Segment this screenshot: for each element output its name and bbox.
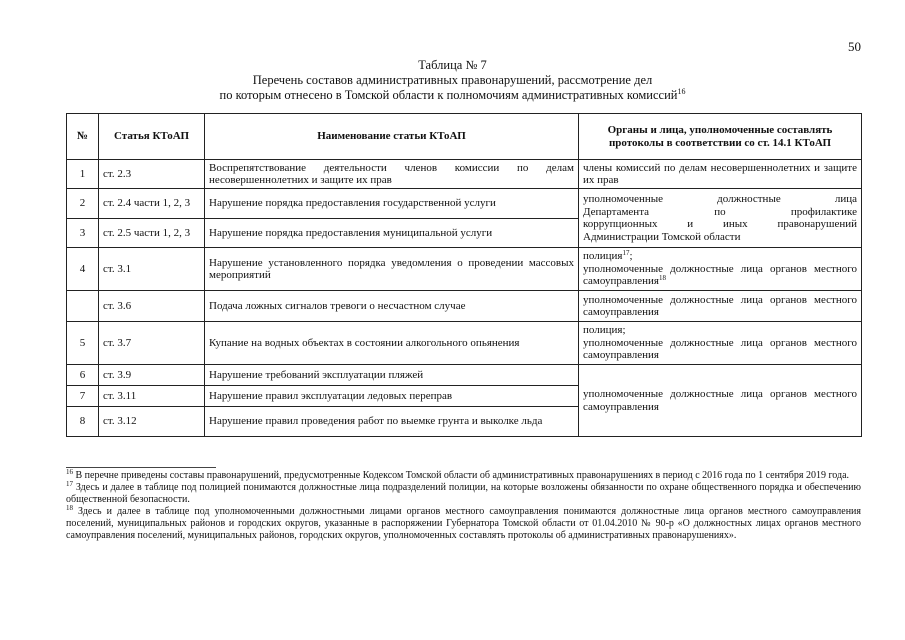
row-name: Нарушение требований эксплуатации пляжей bbox=[205, 365, 579, 386]
table-row bbox=[67, 291, 862, 322]
row-num: 8 bbox=[67, 407, 99, 437]
row-name: Нарушение порядка предоставления государственной услуги bbox=[205, 189, 579, 219]
row-name: Воспрепятствование деятельности членов комиссии по делам несовершеннолетних и защите их прав bbox=[205, 160, 579, 189]
row-name: Нарушение правил эксплуатации ледовых переправ bbox=[205, 386, 579, 407]
table-row bbox=[67, 189, 862, 219]
row-num: 3 bbox=[67, 219, 99, 248]
footnote-ref-17[interactable]: 17 bbox=[622, 249, 630, 258]
row-name: Подача ложных сигналов тревоги о несчастном случае bbox=[205, 291, 579, 322]
header-num: № bbox=[67, 114, 99, 160]
row-article: ст. 3.6 bbox=[99, 291, 205, 322]
row-article: ст. 2.3 bbox=[99, 160, 205, 189]
row-name: Нарушение правил проведения работ по выемке грунта и выколке льда bbox=[205, 407, 579, 437]
row-article: ст. 3.9 bbox=[99, 365, 205, 386]
table-header-row bbox=[67, 114, 862, 160]
row-bodies: полиция$^{17}$; уполномоченные должностные лица органов местного самоуправления$^{18}$ bbox=[579, 248, 862, 291]
table-row bbox=[67, 322, 862, 365]
footnote-ref-16[interactable]: 16 bbox=[677, 87, 686, 96]
bodies-line: Администрации Томской области bbox=[583, 230, 741, 243]
footnote-ref-18[interactable]: 18 bbox=[658, 274, 666, 283]
caption-line-2: Перечень составов административных правонарушений, рассмотрение дел bbox=[252, 73, 653, 87]
row-article: ст. 3.7 bbox=[99, 322, 205, 365]
table-row bbox=[67, 365, 862, 386]
row-num: 7 bbox=[67, 386, 99, 407]
table-row bbox=[67, 160, 862, 189]
header-name: Наименование статьи КТоАП bbox=[205, 114, 579, 160]
row-name: Нарушение установленного порядка уведомления о проведении массовых мероприятий bbox=[205, 248, 579, 291]
footnote-separator bbox=[66, 467, 216, 468]
row-bodies: уполномоченные должностные лица органов местного самоуправления bbox=[579, 291, 862, 322]
row-bodies: полиция; уполномоченные должностные лица органов местного самоуправления bbox=[579, 322, 862, 365]
caption-line-3: по которым отнесено в Томской области к полномочиям административных комиссий$^{16}$ bbox=[219, 87, 686, 102]
row-article: ст. 3.1 bbox=[99, 248, 205, 291]
row-num: 2 bbox=[67, 189, 99, 219]
offenses-table bbox=[66, 113, 862, 437]
table-caption bbox=[0, 58, 905, 103]
bodies-line: коррупционных и иных правонарушений bbox=[583, 218, 857, 230]
row-num: 5 bbox=[67, 322, 99, 365]
row-num: 1 bbox=[67, 160, 99, 189]
page-number: 50 bbox=[848, 39, 861, 54]
row-article: ст. 2.5 части 1, 2, 3 bbox=[99, 219, 205, 248]
row-bodies: члены комиссий по делам несовершеннолетних и защите их прав bbox=[579, 160, 862, 189]
table-row bbox=[67, 248, 862, 291]
row-article: ст. 2.4 части 1, 2, 3 bbox=[99, 189, 205, 219]
footnote-18: $^{18}$ Здесь и далее в таблице под уполномоченными должностными лицами органов местного самоуправления понимаются должностные лица органов местного самоуправления поселений, муниципальных районов и городских округов, указанные в распоряжении Губернатора Томской области от 01.04.2010 № 90-р «О должностных лицах органов местного самоуправления поселений, муниципальных районов, городских округов, уполномоченных составлять протоколы об административных правонарушениях». bbox=[66, 504, 861, 541]
bodies-line: Департамента по профилактике bbox=[583, 205, 857, 218]
row-bodies-merged: уполномоченные должностные лица органов местного самоуправления bbox=[579, 365, 862, 437]
row-num bbox=[67, 291, 99, 322]
row-article: ст. 3.11 bbox=[99, 386, 205, 407]
row-article: ст. 3.12 bbox=[99, 407, 205, 437]
row-num: 6 bbox=[67, 365, 99, 386]
caption-line-1: Таблица № 7 bbox=[418, 58, 487, 72]
row-bodies-merged bbox=[579, 189, 862, 248]
footnote-16: $^{16}$ В перечне приведены составы правонарушений, предусмотренные Кодексом Томской области об административных правонарушениях в период с 2016 года по 1 сентября 2019 года. bbox=[66, 468, 850, 481]
footnotes bbox=[66, 470, 861, 542]
header-article: Статья КТоАП bbox=[99, 114, 205, 160]
footnote-17: $^{17}$ Здесь и далее в таблице под полицией понимаются должностные лица подразделений полиции, на которые возложены обязанности по охране общественного порядка и обеспечению общественной безопасности. bbox=[66, 480, 861, 505]
bodies-line: уполномоченные должностные лица bbox=[583, 193, 857, 205]
row-name: Нарушение порядка предоставления муниципальной услуги bbox=[205, 219, 579, 248]
row-name: Купание на водных объектах в состоянии алкогольного опьянения bbox=[205, 322, 579, 365]
row-num: 4 bbox=[67, 248, 99, 291]
header-bodies: Органы и лица, уполномоченные составлять протоколы в соответствии со ст. 14.1 КТоАП bbox=[579, 114, 862, 160]
